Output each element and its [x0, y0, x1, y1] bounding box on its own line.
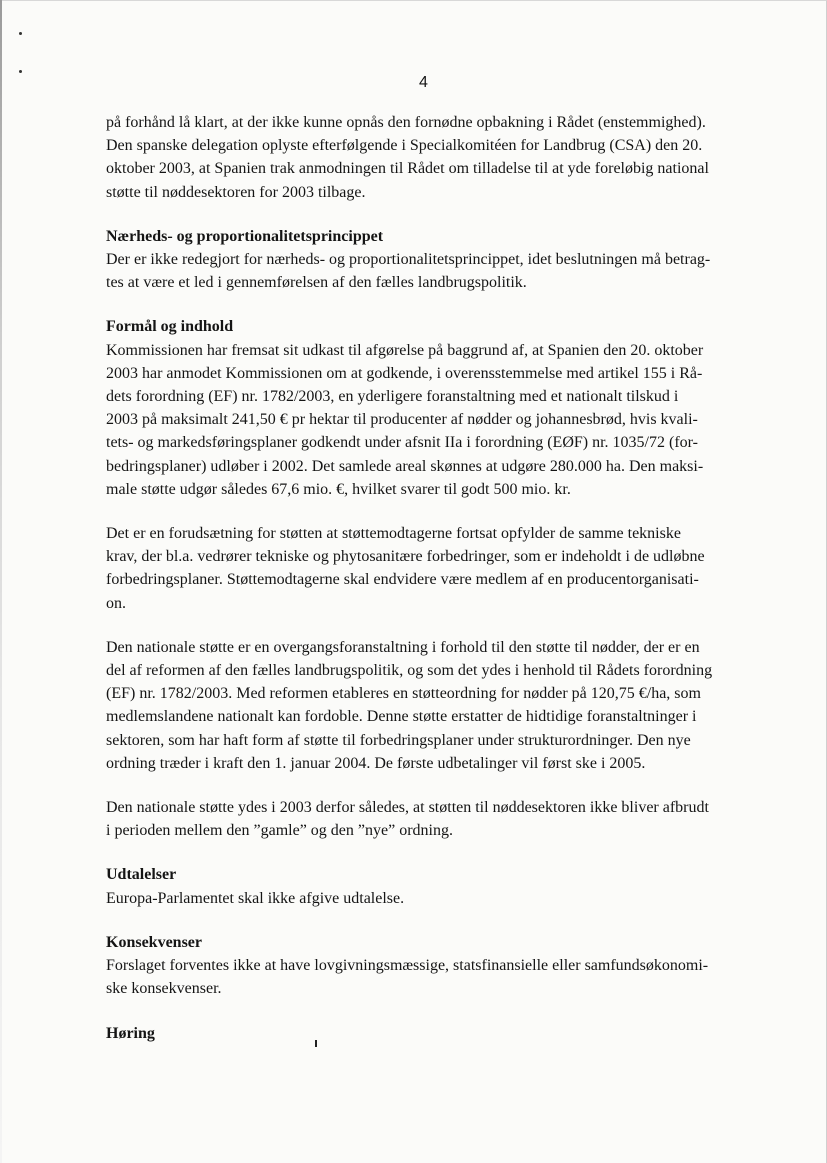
paragraph — [106, 796, 736, 842]
document-body — [106, 111, 736, 1045]
section-heading: Høring — [106, 1024, 155, 1042]
text-line: 2003 på maksimalt 241,50 € pr hektar til producenter af nødder og johannesbrød, hvis kvali- — [106, 411, 698, 429]
text-line: ordning træder i kraft den 1. januar 2004. De første udbetalinger vil først ske i 2005. — [106, 754, 646, 772]
text-line: on. — [106, 594, 126, 612]
text-line: dets forordning (EF) nr. 1782/2003, en yderligere foranstaltning med et nationalt tilskud i — [106, 388, 679, 406]
scan-mark — [19, 70, 22, 73]
text-line: sektoren, som har haft form af støtte til forbedringsplaner under strukturordninger. Den nye — [106, 731, 691, 749]
text-line: Den spanske delegation oplyste efterfølgende i Specialkomitéen for Landbrug (CSA) den 20. — [106, 137, 703, 155]
intro-paragraph — [106, 111, 736, 204]
text-line: Det er en forudsætning for støtten at støttemodtagerne fortsat opfylder de samme tekniske — [106, 525, 681, 543]
section-statements — [106, 863, 736, 909]
section-heading: Nærheds- og proportionalitetsprincippet — [106, 227, 384, 245]
text-line: 2003 har anmodet Kommissionen om at godkende, i overensstemmelse med artikel 155 i Rå- — [106, 364, 703, 382]
page-number: 4 — [419, 74, 428, 91]
text-line: Kommissionen har fremsat sit udkast til afgørelse på baggrund af, at Spanien den 20. oktober — [106, 341, 704, 359]
text-line: medlemslandene nationalt kan fordoble. Denne støtte erstatter de hidtidige foranstaltninger i — [106, 708, 697, 726]
text-line: Den nationale støtte ydes i 2003 derfor således, at støtten til nøddesektoren ikke bliver afbrudt — [106, 799, 709, 817]
text-line: Forslaget forventes ikke at have lovgivningsmæssige, statsfinansielle eller samfundsøkonomi- — [106, 957, 709, 975]
text-line: i perioden mellem den ”gamle” og den ”nye” ordning. — [106, 822, 453, 840]
text-line: tets- og markedsføringsplaner godkendt under afsnit IIa i forordning (EØF) nr. 1035/72 (for- — [106, 434, 698, 452]
text-line: oktober 2003, at Spanien trak anmodningen til Rådet om tilladelse til at yde foreløbig national — [106, 160, 709, 178]
text-line: støtte til nøddesektoren for 2003 tilbage. — [106, 183, 366, 201]
text-line: male støtte udgør således 67,6 mio. €, hvilket svarer til godt 500 mio. kr. — [106, 480, 571, 498]
text-line: Europa-Parlamentet skal ikke afgive udtalelse. — [106, 889, 405, 907]
text-line: tes at være et led i gennemførelsen af den fælles landbrugspolitik. — [106, 274, 527, 292]
text-line: bedringsplaner) udløber i 2002. Det samlede areal skønnes at udgøre 280.000 ha. Den maksi- — [106, 457, 704, 475]
section-hearing — [106, 1022, 736, 1045]
section-heading: Formål og indhold — [106, 318, 234, 336]
text-line: ske konsekvenser. — [106, 980, 222, 998]
scan-mark — [19, 32, 22, 35]
text-line: forbedringsplaner. Støttemodtagerne skal endvidere være medlem af en producentorganisati- — [106, 571, 699, 589]
scan-left-edge — [0, 0, 2, 1163]
section-heading: Konsekvenser — [106, 933, 202, 951]
text-line: krav, der bl.a. vedrører tekniske og phytosanitære forbedringer, som er indeholdt i de udløbne — [106, 548, 705, 566]
text-line: på forhånd lå klart, at der ikke kunne opnås den fornødne opbakning i Rådet (enstemmighed). — [106, 114, 706, 131]
text-line: Der er ikke redegjort for nærheds- og proportionalitetsprincippet, idet beslutningen må betrag- — [106, 251, 711, 269]
section-consequences — [106, 931, 736, 1001]
text-line: del af reformen af den fælles landbrugspolitik, og som det ydes i henhold til Rådets forordning — [106, 662, 713, 680]
text-line: (EF) nr. 1782/2003. Med reformen etableres en støtteordning for nødder på 120,75 €/ha, som — [106, 685, 701, 703]
paragraph — [106, 339, 736, 501]
paragraph — [106, 522, 736, 615]
text-line: Den nationale støtte er en overgangsforanstaltning i forhold til den støtte til nødder, der er en — [106, 638, 700, 656]
paragraph — [106, 636, 736, 775]
section-heading: Udtalelser — [106, 866, 177, 884]
section-subsidiarity — [106, 225, 736, 295]
section-purpose — [106, 315, 736, 842]
